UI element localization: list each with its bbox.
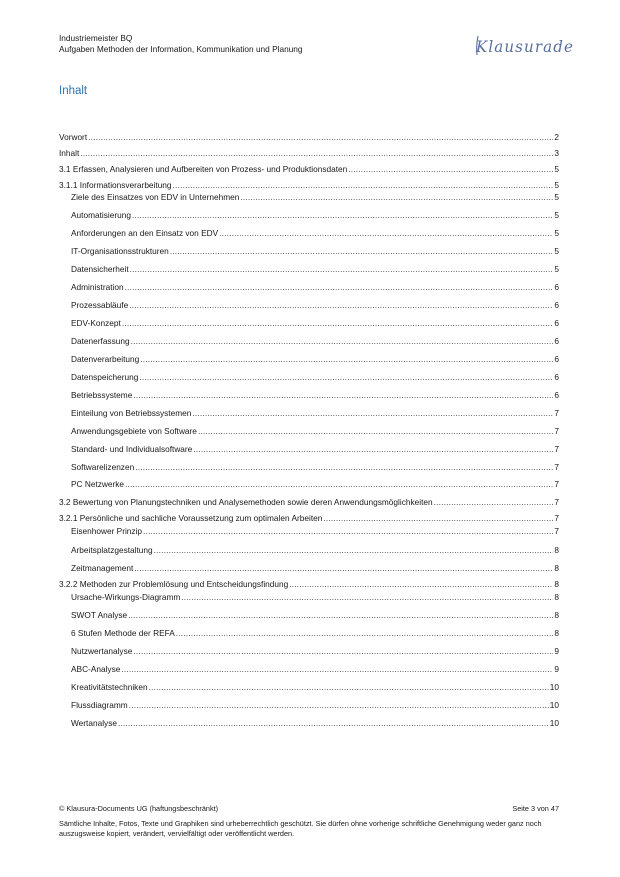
toc-entry-page: 6 — [554, 354, 559, 364]
toc-entry[interactable] — [71, 228, 559, 239]
toc-entry-title: 3.1.1 Informationsverarbeitung — [59, 180, 172, 190]
toc-entry-page: 8 — [554, 545, 559, 555]
toc-entry[interactable] — [71, 462, 559, 473]
toc-leader-dots — [181, 592, 553, 603]
toc-leader-dots — [125, 282, 554, 293]
toc-entry-page: 5 — [554, 210, 559, 220]
toc-leader-dots — [129, 700, 549, 711]
toc-entry[interactable] — [71, 526, 559, 537]
toc-entry[interactable] — [71, 372, 559, 383]
toc-entry-page: 5 — [554, 164, 559, 174]
toc-leader-dots — [133, 646, 553, 657]
toc-entry-title: 3.2.1 Persönliche und sachliche Voraussetzung zum optimalen Arbeiten — [59, 513, 323, 523]
toc-entry[interactable] — [71, 664, 559, 675]
toc-leader-dots — [125, 479, 553, 490]
toc-entry[interactable] — [59, 513, 559, 524]
toc-leader-dots — [88, 132, 553, 143]
toc-entry[interactable] — [71, 300, 559, 311]
toc-entry-title: Administration — [71, 282, 124, 292]
toc-entry-page: 10 — [549, 718, 559, 728]
toc-entry-title: Datenerfassung — [71, 336, 130, 346]
toc-entry[interactable] — [71, 563, 559, 574]
toc-leader-dots — [323, 513, 553, 524]
toc-entry-title: Wertanalyse — [71, 718, 117, 728]
toc-leader-dots — [176, 628, 554, 639]
toc-leader-dots — [134, 563, 553, 574]
toc-leader-dots — [129, 300, 553, 311]
toc-entry-page: 6 — [554, 336, 559, 346]
toc-entry-title: 3.1 Erfassen, Analysieren und Aufbereiten von Prozess- und Produktionsdaten — [59, 164, 348, 174]
toc-entry-page: 7 — [554, 479, 559, 489]
toc-leader-dots — [240, 192, 553, 203]
toc-entry-page: 10 — [549, 682, 559, 692]
toc-entry[interactable] — [59, 164, 559, 175]
toc-entry-title: Standard- und Individualsoftware — [71, 444, 193, 454]
toc-entry-page: 5 — [554, 180, 559, 190]
toc-entry-page: 2 — [554, 132, 559, 142]
logo-text: Klausurade — [475, 37, 574, 56]
toc-leader-dots — [348, 164, 553, 175]
toc-entry-page: 7 — [554, 513, 559, 523]
toc-leader-dots — [219, 228, 553, 239]
toc-entry-page: 8 — [554, 579, 559, 589]
toc-entry-title: PC Netzwerke — [71, 479, 125, 489]
toc-entry-title: Betriebssysteme — [71, 390, 133, 400]
toc-leader-dots — [173, 180, 554, 191]
toc-leader-dots — [140, 354, 553, 365]
toc-entry-title: 3.2 Bewertung von Planungstechniken und Analysemethoden sowie deren Anwendungsmöglichkeiten — [59, 497, 433, 507]
toc-leader-dots — [193, 444, 553, 455]
toc-entry[interactable] — [71, 318, 559, 329]
page-header — [59, 33, 303, 55]
toc-leader-dots — [192, 408, 553, 419]
toc-entry-page: 9 — [554, 646, 559, 656]
toc-entry-page: 8 — [554, 592, 559, 602]
toc-entry-title: Softwarelizenzen — [71, 462, 135, 472]
toc-leader-dots — [118, 718, 549, 729]
toc-entry-page: 7 — [554, 462, 559, 472]
toc-entry-title: Ziele des Einsatzes von EDV in Unternehmen — [71, 192, 240, 202]
toc-entry[interactable] — [71, 336, 559, 347]
toc-entry-title: 6 Stufen Methode der REFA — [71, 628, 175, 638]
toc-entry[interactable] — [71, 282, 559, 293]
toc-leader-dots — [122, 318, 554, 329]
toc-entry-title: Arbeitsplatzgestaltung — [71, 545, 153, 555]
toc-leader-dots — [135, 462, 553, 473]
toc-entry[interactable] — [71, 444, 559, 455]
toc-entry-page: 8 — [554, 563, 559, 573]
toc-entry[interactable] — [71, 610, 559, 621]
toc-entry-title: Automatisierung — [71, 210, 131, 220]
toc-entry[interactable] — [71, 545, 559, 556]
toc-leader-dots — [289, 579, 553, 590]
toc-entry-title: Inhalt — [59, 148, 80, 158]
toc-entry[interactable] — [71, 246, 559, 257]
toc-entry-title: Datenverarbeitung — [71, 354, 140, 364]
toc-entry-title: Eisenhower Prinzip — [71, 526, 143, 536]
toc-entry-page: 7 — [554, 426, 559, 436]
toc-entry-title: Datensicherheit — [71, 264, 129, 274]
toc-leader-dots — [149, 682, 549, 693]
toc-leader-dots — [133, 390, 553, 401]
toc-leader-dots — [154, 545, 554, 556]
toc-entry[interactable] — [59, 132, 559, 143]
toc-entry[interactable] — [59, 497, 559, 508]
toc-entry-page: 6 — [554, 318, 559, 328]
toc-entry-page: 6 — [554, 282, 559, 292]
toc-entry-title: Datenspeicherung — [71, 372, 139, 382]
toc-entry-title: IT-Organisationsstrukturen — [71, 246, 169, 256]
toc-heading: Inhalt — [59, 85, 88, 97]
toc-leader-dots — [434, 497, 554, 508]
footer-page-number: Seite 3 von 47 — [512, 804, 559, 813]
toc-entry-title: ABC-Analyse — [71, 664, 121, 674]
toc-entry-title: 3.2.2 Methoden zur Problemlösung und Entscheidungsfindung — [59, 579, 289, 589]
toc-leader-dots — [80, 148, 553, 159]
toc-leader-dots — [128, 610, 553, 621]
toc-leader-dots — [130, 264, 554, 275]
toc-leader-dots — [198, 426, 553, 437]
toc-entry[interactable] — [59, 579, 559, 590]
toc-entry[interactable] — [71, 700, 559, 711]
toc-entry-page: 7 — [554, 408, 559, 418]
toc-entry[interactable] — [71, 628, 559, 639]
toc-entry-page: 6 — [554, 300, 559, 310]
toc-entry[interactable] — [71, 390, 559, 401]
toc-entry[interactable] — [71, 408, 559, 419]
toc-entry-title: Einteilung von Betriebssystemen — [71, 408, 192, 418]
toc-entry-page: 5 — [554, 192, 559, 202]
toc-entry-title: SWOT Analyse — [71, 610, 128, 620]
toc-entry-page: 8 — [554, 628, 559, 638]
toc-entry[interactable] — [71, 426, 559, 437]
toc-entry-title: Kreativitätstechniken — [71, 682, 148, 692]
toc-entry-page: 6 — [554, 390, 559, 400]
toc-entry-title: Nutzwertanalyse — [71, 646, 133, 656]
toc-entry-title: EDV-Konzept — [71, 318, 121, 328]
toc-entry-page: 7 — [554, 444, 559, 454]
toc-entry[interactable] — [59, 180, 559, 191]
toc-leader-dots — [121, 664, 553, 675]
toc-entry-page: 7 — [554, 526, 559, 536]
toc-leader-dots — [170, 246, 554, 257]
toc-entry-page: 5 — [554, 246, 559, 256]
toc-entry[interactable] — [71, 682, 559, 693]
toc-leader-dots — [139, 372, 553, 383]
toc-leader-dots — [132, 210, 553, 221]
toc-entry-title: Zeitmanagement — [71, 563, 134, 573]
toc-entry-page: 5 — [554, 264, 559, 274]
toc-entry-page: 5 — [554, 228, 559, 238]
footer-copyright: © Klausura-Documents UG (haftungsbeschränkt) — [59, 804, 219, 813]
toc-entry[interactable] — [59, 148, 559, 159]
toc-entry[interactable] — [71, 718, 559, 729]
toc-entry-page: 8 — [554, 610, 559, 620]
toc-entry[interactable] — [71, 192, 559, 203]
toc-entry-title: Anforderungen an den Einsatz von EDV — [71, 228, 219, 238]
toc-leader-dots — [143, 526, 553, 537]
footer-copyright-notice: Sämtliche Inhalte, Fotos, Texte und Graphiken sind urheberrechtlich geschützt. Sie dürfen ohne vorherige schriftliche Genehmigung weder ganz noch auszugsweise kopiert, verändert, vervielfältigt oder veröffentlicht werden. — [59, 819, 542, 838]
toc-entry[interactable] — [71, 479, 559, 490]
toc-entry[interactable] — [71, 264, 559, 275]
toc-entry[interactable] — [71, 592, 559, 603]
klausurade-logo — [474, 30, 578, 62]
toc-entry[interactable] — [71, 210, 559, 221]
header-line-2: Aufgaben Methoden der Information, Kommunikation und Planung — [59, 44, 303, 54]
toc-entry-page: 9 — [554, 664, 559, 674]
toc-entry[interactable] — [71, 646, 559, 657]
toc-entry-page: 6 — [554, 372, 559, 382]
toc-entry-page: 3 — [554, 148, 559, 158]
toc-entry-title: Flussdiagramm — [71, 700, 128, 710]
toc-entry-title: Ursache-Wirkungs-Diagramm — [71, 592, 181, 602]
header-line-1: Industriemeister BQ — [59, 33, 133, 43]
toc-entry-title: Anwendungsgebiete von Software — [71, 426, 197, 436]
toc-entry-title: Prozessabläufe — [71, 300, 129, 310]
toc-entry-title: Vorwort — [59, 132, 88, 142]
toc-leader-dots — [131, 336, 554, 347]
footer-line — [59, 804, 559, 813]
toc-entry[interactable] — [71, 354, 559, 365]
toc-entry-page: 10 — [549, 700, 559, 710]
toc-entry-page: 7 — [554, 497, 559, 507]
